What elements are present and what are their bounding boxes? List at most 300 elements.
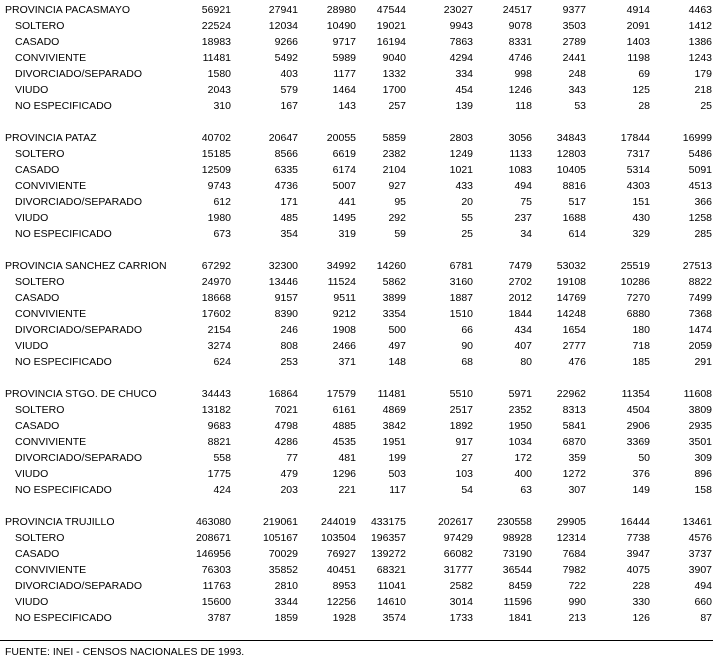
cell-value: 463080	[195, 516, 231, 528]
cell-value: 167	[280, 100, 298, 112]
cell-value: 34843	[556, 132, 586, 144]
cell-value: 27513	[682, 260, 712, 272]
table-row	[0, 594, 713, 610]
cell-value: 25	[700, 100, 712, 112]
cell-value: 4576	[688, 532, 712, 544]
table-row	[0, 210, 713, 226]
cell-value: 22962	[556, 388, 586, 400]
cell-value: 4303	[626, 180, 650, 192]
cell-value: 16194	[376, 36, 406, 48]
cell-value: 126	[632, 612, 650, 624]
cell-value: 14769	[556, 292, 586, 304]
cell-value: 2702	[508, 276, 532, 288]
cell-value: 171	[280, 196, 298, 208]
cell-value: 146956	[195, 548, 231, 560]
cell-value: 5859	[382, 132, 406, 144]
cell-value: 27	[461, 452, 473, 464]
cell-value: 66082	[443, 548, 473, 560]
row-label: SOLTERO	[15, 276, 65, 288]
province-name: PROVINCIA TRUJILLO	[5, 516, 115, 528]
cell-value: 5510	[449, 388, 473, 400]
cell-value: 285	[694, 228, 712, 240]
cell-value: 1386	[688, 36, 712, 48]
cell-value: 20055	[326, 132, 356, 144]
cell-value: 3574	[382, 612, 406, 624]
table-row	[0, 482, 713, 498]
cell-value: 2043	[207, 84, 231, 96]
cell-value: 8566	[274, 148, 298, 160]
cell-value: 2352	[508, 404, 532, 416]
cell-value: 16444	[620, 516, 650, 528]
cell-value: 343	[568, 84, 586, 96]
cell-value: 23027	[443, 4, 473, 16]
cell-value: 990	[568, 596, 586, 608]
cell-value: 2810	[274, 580, 298, 592]
cell-value: 292	[388, 212, 406, 224]
cell-value: 98928	[502, 532, 532, 544]
cell-value: 11481	[202, 52, 231, 64]
row-label: NO ESPECIFICADO	[15, 228, 112, 240]
cell-value: 219061	[262, 516, 298, 528]
cell-value: 185	[632, 356, 650, 368]
row-label: NO ESPECIFICADO	[15, 612, 112, 624]
cell-value: 248	[568, 68, 586, 80]
cell-value: 5007	[332, 180, 356, 192]
cell-value: 118	[515, 100, 532, 112]
cell-value: 202617	[437, 516, 473, 528]
row-label: CONVIVIENTE	[15, 436, 87, 448]
cell-value: 17579	[326, 388, 356, 400]
cell-value: 517	[568, 196, 586, 208]
cell-value: 1464	[332, 84, 356, 96]
cell-value: 896	[694, 468, 712, 480]
table-row	[0, 306, 713, 322]
cell-value: 1296	[332, 468, 356, 480]
cell-value: 6619	[332, 148, 356, 160]
table-row	[0, 434, 713, 450]
cell-value: 148	[388, 356, 406, 368]
cell-value: 3809	[688, 404, 712, 416]
cell-value: 660	[694, 596, 712, 608]
cell-value: 1272	[562, 468, 586, 480]
row-label: CASADO	[15, 420, 60, 432]
cell-value: 3056	[508, 132, 532, 144]
cell-value: 10490	[326, 20, 356, 32]
cell-value: 9266	[274, 36, 298, 48]
cell-value: 3344	[274, 596, 298, 608]
cell-value: 4513	[688, 180, 712, 192]
cell-value: 50	[638, 452, 650, 464]
cell-value: 77	[286, 452, 298, 464]
cell-value: 1034	[508, 436, 532, 448]
cell-value: 70029	[268, 548, 298, 560]
cell-value: 291	[694, 356, 712, 368]
cell-value: 4535	[332, 436, 356, 448]
cell-value: 2012	[508, 292, 532, 304]
cell-value: 24517	[502, 4, 532, 16]
cell-value: 14610	[376, 596, 406, 608]
cell-value: 307	[568, 484, 586, 496]
cell-value: 76927	[326, 548, 356, 560]
table-row	[0, 82, 713, 98]
cell-value: 624	[213, 356, 231, 368]
table-row	[0, 418, 713, 434]
cell-value: 481	[338, 452, 356, 464]
cell-value: 7499	[688, 292, 712, 304]
cell-value: 1332	[382, 68, 406, 80]
cell-value: 434	[514, 324, 532, 336]
province-name: PROVINCIA PATAZ	[5, 132, 97, 144]
row-label: CASADO	[15, 164, 60, 176]
cell-value: 808	[280, 340, 298, 352]
cell-value: 1246	[508, 84, 532, 96]
row-label: SOLTERO	[15, 148, 65, 160]
cell-value: 139272	[370, 548, 406, 560]
cell-value: 1908	[332, 324, 356, 336]
cell-value: 80	[520, 356, 532, 368]
cell-value: 441	[338, 196, 356, 208]
cell-value: 3354	[382, 308, 406, 320]
cell-value: 329	[632, 228, 650, 240]
cell-value: 1928	[332, 612, 356, 624]
cell-value: 237	[514, 212, 532, 224]
cell-value: 612	[213, 196, 231, 208]
row-label: CASADO	[15, 548, 60, 560]
cell-value: 40451	[326, 564, 356, 576]
table-row	[0, 178, 713, 194]
cell-value: 257	[388, 100, 406, 112]
cell-value: 103	[455, 468, 473, 480]
cell-value: 2466	[332, 340, 356, 352]
cell-value: 1892	[449, 420, 473, 432]
cell-value: 87	[700, 612, 712, 624]
table-row	[0, 530, 713, 546]
cell-value: 4885	[332, 420, 356, 432]
cell-value: 1258	[688, 212, 712, 224]
cell-value: 917	[455, 436, 473, 448]
cell-value: 208671	[195, 532, 231, 544]
cell-value: 228	[632, 580, 650, 592]
table-row	[0, 146, 713, 162]
cell-value: 1688	[562, 212, 586, 224]
cell-value: 34	[520, 228, 532, 240]
cell-value: 1412	[688, 20, 712, 32]
cell-value: 11763	[202, 580, 231, 592]
cell-value: 2091	[626, 20, 650, 32]
cell-value: 310	[213, 100, 231, 112]
cell-value: 1950	[508, 420, 532, 432]
cell-value: 479	[280, 468, 298, 480]
cell-value: 1580	[207, 68, 231, 80]
table-row	[0, 322, 713, 338]
cell-value: 7021	[274, 404, 298, 416]
row-label: SOLTERO	[15, 20, 65, 32]
cell-value: 1243	[688, 52, 712, 64]
cell-value: 2059	[688, 340, 712, 352]
source-note: FUENTE: INEI - CENSOS NACIONALES DE 1993.	[5, 646, 245, 658]
cell-value: 433175	[370, 516, 406, 528]
cell-value: 718	[632, 340, 650, 352]
cell-value: 34443	[201, 388, 231, 400]
cell-value: 1654	[562, 324, 586, 336]
cell-value: 614	[568, 228, 586, 240]
cell-value: 11041	[377, 580, 406, 592]
row-label: NO ESPECIFICADO	[15, 100, 112, 112]
cell-value: 6880	[626, 308, 650, 320]
table-row	[0, 578, 713, 594]
cell-value: 22524	[201, 20, 231, 32]
cell-value: 75	[520, 196, 532, 208]
cell-value: 9040	[382, 52, 406, 64]
cell-value: 73190	[502, 548, 532, 560]
cell-value: 139	[455, 100, 473, 112]
cell-value: 1887	[449, 292, 473, 304]
cell-value: 7863	[449, 36, 473, 48]
cell-value: 7684	[562, 548, 586, 560]
cell-value: 3014	[449, 596, 473, 608]
cell-value: 103504	[320, 532, 356, 544]
cell-value: 1844	[508, 308, 532, 320]
table-row	[0, 402, 713, 418]
row-label: NO ESPECIFICADO	[15, 484, 112, 496]
cell-value: 3501	[688, 436, 712, 448]
cell-value: 17602	[201, 308, 231, 320]
cell-value: 95	[394, 196, 406, 208]
cell-value: 53	[574, 100, 586, 112]
cell-value: 12509	[201, 164, 231, 176]
cell-value: 400	[514, 468, 532, 480]
cell-value: 371	[338, 356, 356, 368]
cell-value: 998	[514, 68, 532, 80]
row-label: DIVORCIADO/SEPARADO	[15, 452, 142, 464]
cell-value: 9943	[449, 20, 473, 32]
table-row	[0, 34, 713, 50]
cell-value: 4294	[449, 52, 473, 64]
cell-value: 1133	[509, 148, 532, 160]
cell-value: 9078	[508, 20, 532, 32]
cell-value: 2517	[449, 404, 473, 416]
cell-value: 172	[514, 452, 532, 464]
cell-value: 31777	[443, 564, 473, 576]
footer-divider	[0, 640, 713, 641]
table-row	[0, 354, 713, 370]
province-row	[0, 2, 713, 18]
cell-value: 4736	[274, 180, 298, 192]
cell-value: 9212	[332, 308, 356, 320]
cell-value: 1198	[627, 52, 650, 64]
cell-value: 158	[694, 484, 712, 496]
cell-value: 503	[388, 468, 406, 480]
cell-value: 117	[389, 484, 406, 496]
cell-value: 8821	[207, 436, 231, 448]
cell-value: 34992	[326, 260, 356, 272]
cell-value: 1474	[688, 324, 712, 336]
cell-value: 14248	[556, 308, 586, 320]
cell-value: 27941	[268, 4, 298, 16]
cell-value: 9683	[207, 420, 231, 432]
cell-value: 1733	[449, 612, 473, 624]
table-row	[0, 194, 713, 210]
table-row	[0, 450, 713, 466]
cell-value: 330	[632, 596, 650, 608]
province-name: PROVINCIA SANCHEZ CARRION	[5, 260, 167, 272]
cell-value: 1177	[333, 68, 356, 80]
cell-value: 476	[568, 356, 586, 368]
cell-value: 4504	[626, 404, 650, 416]
cell-value: 8953	[332, 580, 356, 592]
cell-value: 32300	[268, 260, 298, 272]
cell-value: 500	[388, 324, 406, 336]
cell-value: 1249	[449, 148, 473, 160]
cell-value: 20647	[268, 132, 298, 144]
cell-value: 17844	[620, 132, 650, 144]
cell-value: 35852	[268, 564, 298, 576]
cell-value: 143	[338, 100, 356, 112]
cell-value: 6174	[332, 164, 356, 176]
cell-value: 5971	[508, 388, 532, 400]
province-name: PROVINCIA PACASMAYO	[5, 4, 131, 16]
cell-value: 558	[213, 452, 231, 464]
cell-value: 213	[568, 612, 586, 624]
cell-value: 7368	[688, 308, 712, 320]
cell-value: 5862	[382, 276, 406, 288]
cell-value: 3737	[688, 548, 712, 560]
cell-value: 11608	[683, 388, 712, 400]
cell-value: 55	[461, 212, 473, 224]
cell-value: 15185	[201, 148, 231, 160]
cell-value: 403	[280, 68, 298, 80]
cell-value: 18668	[201, 292, 231, 304]
row-label: CONVIVIENTE	[15, 52, 87, 64]
cell-value: 3947	[626, 548, 650, 560]
cell-value: 20	[461, 196, 473, 208]
cell-value: 67292	[201, 260, 231, 272]
cell-value: 24970	[201, 276, 231, 288]
cell-value: 454	[455, 84, 473, 96]
cell-value: 2582	[449, 580, 473, 592]
cell-value: 9717	[332, 36, 356, 48]
cell-value: 2154	[207, 324, 231, 336]
cell-value: 36544	[502, 564, 532, 576]
table-row	[0, 66, 713, 82]
row-label: SOLTERO	[15, 532, 65, 544]
cell-value: 221	[338, 484, 356, 496]
cell-value: 334	[455, 68, 473, 80]
table-row	[0, 466, 713, 482]
cell-value: 2104	[382, 164, 406, 176]
cell-value: 12314	[556, 532, 586, 544]
row-label: VIUDO	[15, 212, 49, 224]
table-row	[0, 562, 713, 578]
cell-value: 424	[213, 484, 231, 496]
cell-value: 4075	[626, 564, 650, 576]
cell-value: 673	[213, 228, 231, 240]
cell-value: 366	[694, 196, 712, 208]
cell-value: 2789	[562, 36, 586, 48]
cell-value: 6870	[562, 436, 586, 448]
cell-value: 11481	[377, 388, 406, 400]
cell-value: 25519	[620, 260, 650, 272]
cell-value: 11596	[503, 596, 532, 608]
cell-value: 11524	[327, 276, 356, 288]
cell-value: 12034	[268, 20, 298, 32]
row-label: DIVORCIADO/SEPARADO	[15, 324, 142, 336]
cell-value: 3503	[562, 20, 586, 32]
table-row	[0, 98, 713, 114]
province-name: PROVINCIA STGO. DE CHUCO	[5, 388, 157, 400]
cell-value: 180	[632, 324, 650, 336]
cell-value: 19021	[376, 20, 406, 32]
cell-value: 8459	[508, 580, 532, 592]
cell-value: 2906	[626, 420, 650, 432]
cell-value: 9743	[207, 180, 231, 192]
cell-value: 9511	[333, 292, 356, 304]
cell-value: 28	[638, 100, 650, 112]
cell-value: 15600	[201, 596, 231, 608]
cell-value: 354	[280, 228, 298, 240]
cell-value: 12803	[556, 148, 586, 160]
cell-value: 54	[461, 484, 473, 496]
cell-value: 68	[461, 356, 473, 368]
table-row	[0, 546, 713, 562]
row-label: CONVIVIENTE	[15, 564, 87, 576]
province-row	[0, 130, 713, 146]
table-row	[0, 162, 713, 178]
cell-value: 7982	[562, 564, 586, 576]
cell-value: 4869	[382, 404, 406, 416]
table-row	[0, 290, 713, 306]
row-label: CASADO	[15, 292, 60, 304]
cell-value: 203	[280, 484, 298, 496]
cell-value: 16999	[682, 132, 712, 144]
cell-value: 309	[694, 452, 712, 464]
cell-value: 1495	[332, 212, 356, 224]
cell-value: 4463	[688, 4, 712, 16]
cell-value: 9157	[274, 292, 298, 304]
cell-value: 28980	[326, 4, 356, 16]
cell-value: 433	[455, 180, 473, 192]
cell-value: 7317	[626, 148, 650, 160]
cell-value: 9377	[562, 4, 586, 16]
cell-value: 2441	[562, 52, 586, 64]
cell-value: 7738	[626, 532, 650, 544]
cell-value: 246	[280, 324, 298, 336]
cell-value: 1510	[449, 308, 473, 320]
cell-value: 3787	[207, 612, 231, 624]
cell-value: 8390	[274, 308, 298, 320]
cell-value: 1775	[207, 468, 231, 480]
cell-value: 40702	[201, 132, 231, 144]
cell-value: 927	[388, 180, 406, 192]
cell-value: 579	[280, 84, 298, 96]
cell-value: 2382	[382, 148, 406, 160]
cell-value: 5841	[562, 420, 586, 432]
cell-value: 3274	[207, 340, 231, 352]
cell-value: 1700	[382, 84, 406, 96]
cell-value: 13461	[682, 516, 712, 528]
row-label: SOLTERO	[15, 404, 65, 416]
cell-value: 407	[514, 340, 532, 352]
cell-value: 29905	[556, 516, 586, 528]
cell-value: 5314	[626, 164, 650, 176]
cell-value: 5091	[688, 164, 712, 176]
cell-value: 3369	[626, 436, 650, 448]
cell-value: 25	[461, 228, 473, 240]
cell-value: 1859	[274, 612, 298, 624]
table-row	[0, 274, 713, 290]
cell-value: 8313	[562, 404, 586, 416]
cell-value: 2935	[688, 420, 712, 432]
